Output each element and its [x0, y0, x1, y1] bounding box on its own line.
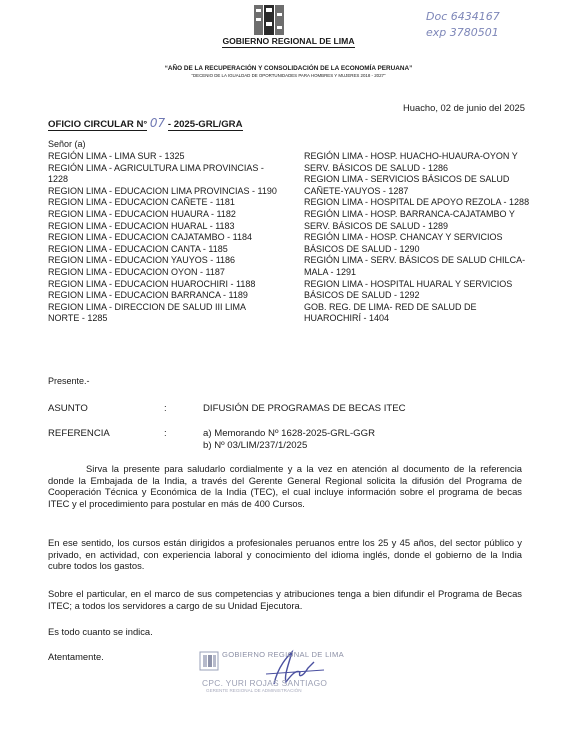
recipient-item: REGION LIMA - EDUCACION CAJATAMBO - 1184: [48, 232, 253, 243]
recipient-item: REGIÓN LIMA - HOSP. CHANCAY Y SERVICIOS BÁSICOS DE SALUD - 1290: [304, 232, 503, 254]
stamp-title: GERENTE REGIONAL DE ADMINISTRACIÓN: [206, 688, 302, 693]
signature-stamp: [196, 644, 386, 694]
recipients-left: [48, 151, 278, 325]
body-paragraph-4: Es todo cuanto se indica.: [48, 626, 153, 637]
body-paragraph-2: En ese sentido, los cursos están dirigidos a profesionales peruanos entre los 25 y 45 años, del sector público y privado, en actividad, con experiencia laboral y conocimiento del idioma inglés, donde el gobierno de la India cubre todos los gastos.: [48, 537, 522, 572]
handwritten-exp-number: exp 3780501: [426, 26, 499, 39]
recipient-item: REGIÓN LIMA - SERV. BÁSICOS DE SALUD CHILCA-MALA - 1291: [304, 255, 526, 277]
recipient-item: REGION LIMA - EDUCACION HUARAL - 1183: [48, 220, 235, 231]
year-motto: “AÑO DE LA RECUPERACIÓN Y CONSOLIDACIÓN DE LA ECONOMÍA PERUANA”: [164, 65, 413, 72]
recipient-item: REGIÓN LIMA - HOSP. BARRANCA-CAJATAMBO Y SERV. BÁSICOS DE SALUD - 1289: [304, 208, 515, 231]
body-paragraph-3: Sobre el particular, en el marco de sus competencias y atribuciones tenga a bien difundir el Programa de Becas ITEC; a todos los servidores a cargo de su Unidad Ejecutora.: [48, 588, 522, 611]
stamp-name: CPC. YURI ROJAS SANTIAGO: [202, 678, 328, 688]
recipient-item: REGION LIMA - EDUCACION BARRANCA - 1189: [48, 290, 248, 301]
closing: Atentamente.: [48, 651, 104, 662]
asunto-label: ASUNTO: [48, 403, 88, 414]
recipient-item: REGIÓN LIMA - AGRICULTURA LIMA PROVINCIAS - 1228: [48, 162, 264, 185]
recipient-item: REGION LIMA - EDUCACION OYON - 1187: [48, 266, 225, 277]
recipient-item: REGION LIMA - EDUCACION LIMA PROVINCIAS - 1190: [48, 185, 277, 196]
recipients-right: [304, 151, 530, 325]
recipient-item: REGION LIMA - HOSPITAL DE APOYO REZOLA - 1288: [304, 197, 530, 208]
recipient-item: REGIÓN LIMA - HOSP. HUACHO-HUAURA-OYON Y SERV. BÁSICOS DE SALUD - 1286: [304, 151, 518, 173]
referencia-line1: a) Memorando Nº 1628-2025-GRL-GGR: [203, 428, 375, 439]
asunto-colon: :: [164, 403, 167, 414]
regional-logo-icon: [253, 4, 285, 36]
recipient-item: GOB. REG. DE LIMA- RED DE SALUD DE HUAROCHIRÍ - 1404: [304, 301, 477, 324]
referencia-line2: b) Nº 03/LIM/237/1/2025: [203, 440, 308, 451]
oficio-suffix: - 2025-GRL/GRA: [167, 119, 243, 130]
recipient-item: REGION LIMA - EDUCACION HUAURA - 1182: [48, 208, 236, 219]
recipient-item: REGIÓN LIMA - LIMA SUR - 1325: [48, 151, 185, 161]
recipient-item: REGION LIMA - SERVICIOS BÁSICOS DE SALUD CAÑETE-YAUYOS - 1287: [304, 174, 510, 196]
org-name: GOBIERNO REGIONAL DE LIMA: [222, 36, 355, 46]
handwritten-doc-number: Doc 6434167: [426, 10, 500, 23]
decade-motto: “DECENIO DE LA IGUALDAD DE OPORTUNIDADES PARA HOMBRES Y MUJERES 2018 - 2027”: [191, 73, 386, 78]
stamp-org: GOBIERNO REGIONAL DE LIMA: [222, 650, 344, 659]
date-line: Huacho, 02 de junio del 2025: [403, 102, 525, 113]
recipient-item: REGION LIMA - DIRECCION DE SALUD III LIMA NORTE - 1285: [48, 301, 246, 324]
oficio-prefix: OFICIO CIRCULAR N°: [48, 119, 148, 130]
referencia-label: REFERENCIA: [48, 428, 110, 439]
recipient-item: REGION LIMA - HOSPITAL HUARAL Y SERVICIOS BÁSICOS DE SALUD - 1292: [304, 278, 513, 301]
oficio-number: 07: [149, 116, 166, 130]
presente: Presente.-: [48, 376, 90, 386]
salutation: Señor (a): [48, 139, 86, 149]
body-paragraph-1: Sirva la presente para saludarlo cordialmente y a la vez en atención al documento de la referencia donde la Embajada de la India, a través del Gerente General Regional solicita la difusión del Programa de Cooperación Técnica y Económica de la India (TEC), el cual incluye información sobre el programa de becas ITEC y el procedimiento para postular en más de 400 Cursos.: [48, 463, 522, 509]
asunto-value: DIFUSIÓN DE PROGRAMAS DE BECAS ITEC: [203, 403, 406, 414]
recipient-item: REGION LIMA - EDUCACION CAÑETE - 1181: [48, 197, 235, 208]
referencia-colon: :: [164, 428, 167, 439]
recipient-item: REGION LIMA - EDUCACION CANTA - 1185: [48, 243, 228, 254]
oficio-heading: [48, 116, 243, 130]
recipient-item: REGION LIMA - EDUCACION HUAROCHIRI - 1188: [48, 278, 256, 289]
recipient-item: REGION LIMA - EDUCACION YAUYOS - 1186: [48, 255, 236, 266]
